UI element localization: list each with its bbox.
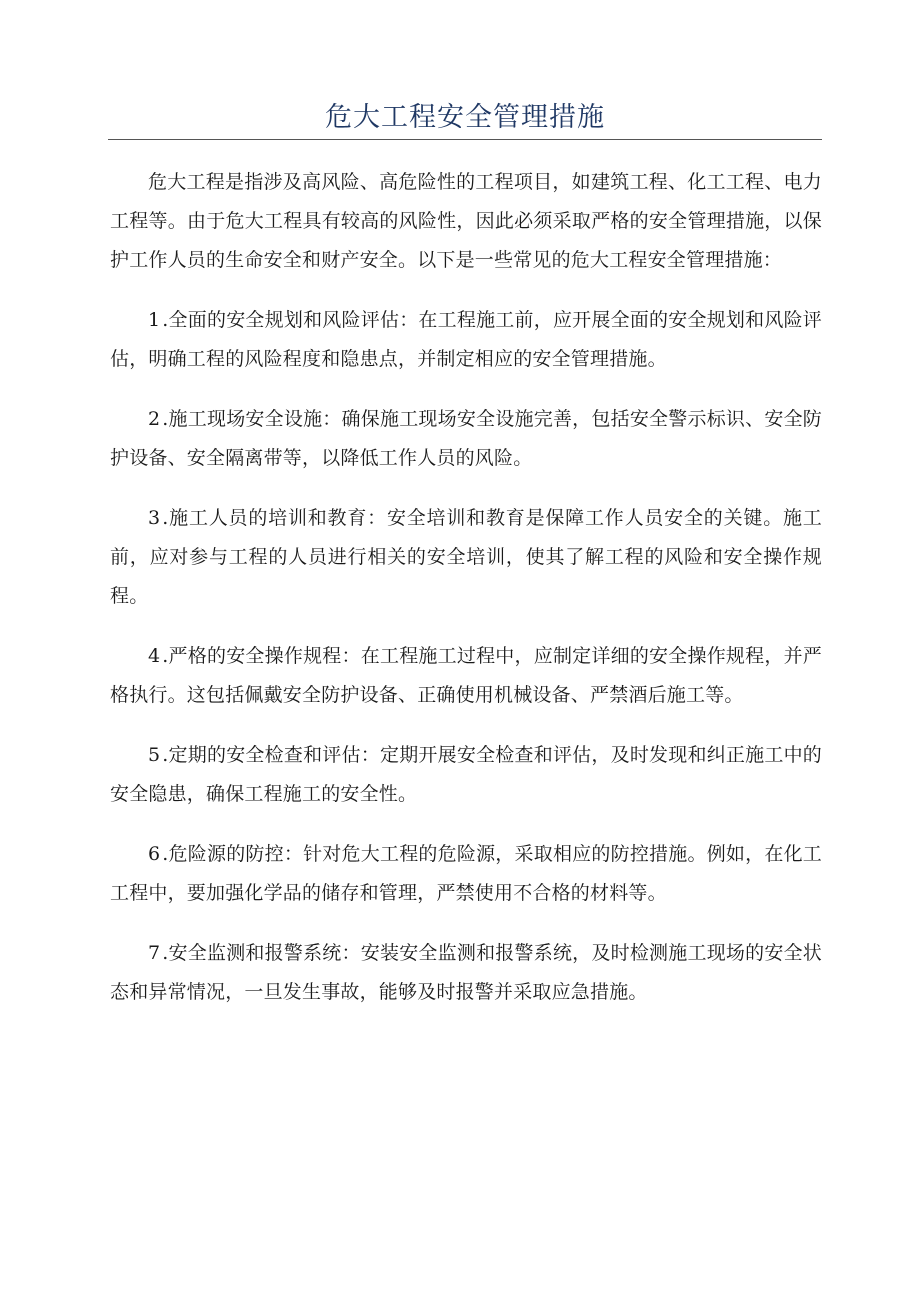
list-item-number: 6 <box>148 843 161 865</box>
document-body <box>110 163 822 1033</box>
list-item <box>110 301 822 379</box>
document-title: 危大工程安全管理措施 <box>325 102 605 133</box>
list-item-number: 2 <box>148 408 161 430</box>
list-item-text: .施工现场安全设施：确保施工现场安全设施完善，包括安全警示标识、安全防护设备、安全隔离带等，以降低工作人员的风险。 <box>110 408 822 469</box>
list-item-number: 7 <box>148 942 161 964</box>
list-item-text: .施工人员的培训和教育：安全培训和教育是保障工作人员安全的关键。施工前，应对参与工程的人员进行相关的安全培训，使其了解工程的风险和安全操作规程。 <box>110 507 822 607</box>
list-item-text: .定期的安全检查和评估：定期开展安全检查和评估，及时发现和纠正施工中的安全隐患，确保工程施工的安全性。 <box>110 744 822 805</box>
list-item-text: .严格的安全操作规程：在工程施工过程中，应制定详细的安全操作规程，并严格执行。这包括佩戴安全防护设备、正确使用机械设备、严禁酒后施工等。 <box>110 645 822 706</box>
list-item-text: .全面的安全规划和风险评估：在工程施工前，应开展全面的安全规划和风险评估，明确工程的风险程度和隐患点，并制定相应的安全管理措施。 <box>110 309 822 370</box>
intro-paragraph: 危大工程是指涉及高风险、高危险性的工程项目，如建筑工程、化工工程、电力工程等。由于危大工程具有较高的风险性，因此必须采取严格的安全管理措施，以保护工作人员的生命安全和财产安全。以下是一些常见的危大工程安全管理措施： <box>110 171 822 271</box>
list-item-number: 3 <box>148 507 161 529</box>
list-item-number: 1 <box>148 309 161 331</box>
list-item <box>110 499 822 616</box>
list-item <box>110 835 822 913</box>
list-item <box>110 637 822 715</box>
list-item-number: 4 <box>148 645 161 667</box>
list-item <box>110 736 822 814</box>
title-underline <box>108 139 822 140</box>
list-item <box>110 400 822 478</box>
list-item-number: 5 <box>148 744 161 766</box>
list-item <box>110 934 822 1012</box>
list-item-text: .危险源的防控：针对危大工程的危险源，采取相应的防控措施。例如，在化工工程中，要加强化学品的储存和管理，严禁使用不合格的材料等。 <box>110 843 822 904</box>
list-item-text: .安全监测和报警系统：安装安全监测和报警系统，及时检测施工现场的安全状态和异常情况，一旦发生事故，能够及时报警并采取应急措施。 <box>110 942 822 1003</box>
